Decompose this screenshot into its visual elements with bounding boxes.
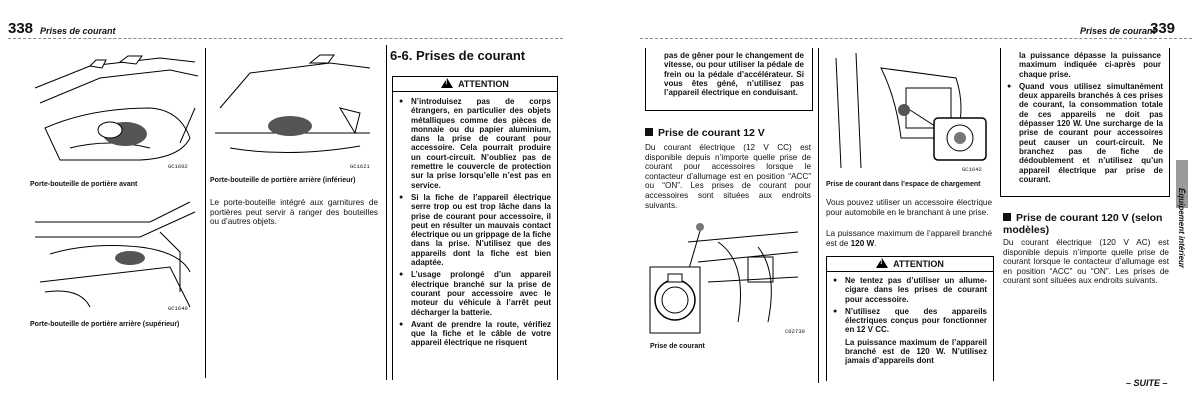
max-power-prefix: La puissance maximum de l’appareil branché est de — [826, 229, 992, 248]
console-socket-illustration — [648, 222, 808, 337]
attention-box-continued — [645, 48, 813, 111]
left-running-header: Prises de courant — [40, 26, 116, 36]
rear-door-lower-illustration — [210, 48, 380, 173]
warning-item: ● N’introduisez pas de corps étrangers, en particulier des objets métalliques comme des pièces de monnaie ou du papier aluminium, dans la prise de courant pour accessoire. Cela pourrait produire un court-circuit. N’oubliez pas de remettre le couvercle de protection sur la prise lorsqu’elle n’est pas en service. — [399, 97, 551, 190]
right-running-header: Prises de courant — [1080, 26, 1156, 36]
max-power-value: 120 W — [850, 238, 875, 248]
warning-item: ● Avant de prendre la route, vérifiez que la fiche et le câble de votre appareil électrique ne risquent — [399, 320, 551, 348]
attention-label: ATTENTION — [893, 259, 944, 269]
front-door-illustration — [30, 48, 200, 173]
column-divider — [818, 48, 819, 383]
column-divider — [386, 45, 387, 380]
figure-code: GC1640 — [168, 305, 188, 312]
section-12v-heading — [645, 127, 765, 139]
warning-triangle-icon: ! — [441, 78, 453, 88]
warning-continuation: La puissance maximum de l’appareil branché est de 120 W. N’utilisez jamais d’appareils dont — [845, 337, 987, 366]
warning-item: ● Ne tentez pas d’utiliser un allume-cigare dans les prises de courant pour accessoire. — [833, 276, 987, 304]
section-12v-title: Prise de courant 12 V — [658, 127, 765, 139]
section-12v-text: Du courant électrique (12 V CC) est disponible depuis n’importe quelle prise de courant pour accessoires lorsque le contacteur d’allumage est en position “ACC” ou “ON”. Les prises de courant pour accessoires sont situées aux endroits suivants. — [645, 143, 811, 210]
body-text: Le porte-bouteille intégré aux garnitures de portières peut servir à ranger des bouteilles ou d’autres objets. — [210, 198, 378, 227]
figure-code: GC1602 — [168, 163, 188, 170]
left-page-number: 338 — [8, 20, 34, 37]
rear-door-upper-illustration — [30, 192, 200, 312]
rear-door-lower-bottle-holder-figure — [210, 48, 380, 173]
figure-caption: Porte-bouteille de portière arrière (supérieur) — [30, 321, 180, 328]
section-square-icon — [645, 128, 653, 136]
right-page-number: 339 — [1150, 20, 1176, 37]
figure-caption: Prise de courant — [650, 343, 705, 350]
section-120v-title: Prise de courant 120 V (selon modèles) — [1003, 212, 1163, 236]
max-power-text — [826, 229, 992, 248]
cargo-text: Vous pouvez utiliser un accessoire électrique pour automobile en le branchant à une prise. — [826, 198, 992, 217]
figure-code: GC1642 — [962, 166, 982, 173]
section-120v-heading — [1003, 212, 1168, 236]
right-header-rule — [640, 38, 1192, 39]
attention-box — [392, 91, 558, 380]
warning-continuation: la puissance dépasse la puissance maximum indiquée ci-après pour chaque prise. — [1019, 51, 1161, 79]
continued-footer: – SUITE – — [1126, 378, 1168, 388]
front-door-bottle-holder-figure — [30, 48, 200, 173]
attention-label: ATTENTION — [458, 79, 509, 89]
attention-banner — [392, 76, 558, 92]
section-square-icon — [1003, 213, 1011, 221]
cargo-socket-figure — [826, 48, 991, 173]
attention-banner — [826, 256, 994, 272]
warning-item: ● L’usage prolongé d’un appareil électrique branché sur la prise de courant pour accessoire avec le moteur du véhicule à l’arrêt peut décharger la batterie. — [399, 270, 551, 316]
warning-item: ● N’utilisez que des appareils électriques conçus pour fonctionner en 12 V CC. — [833, 307, 987, 335]
chapter-tab-label: Équipement intérieur — [1177, 188, 1186, 269]
continued-warning-text: pas de gêner pour le changement de vitesse, ou pour utiliser la pédale de frein ou la pédale d’accélérateur. Si vous êtes géné, n’utilisez pas l’appareil électrique en conduisant. — [664, 51, 804, 98]
cargo-area-illustration — [826, 48, 991, 173]
figure-caption: Porte-bouteille de portière avant — [30, 181, 138, 188]
warning-item: ● Si la fiche de l’appareil électrique serre trop ou est trop lâche dans la prise de courant pour accessoire, il peut en résulter un mauvais contact électrique ou un grippage de la fiche dans la prise. N’utilisez que des appareils dont la fiche est bien adaptée. — [399, 193, 551, 267]
figure-code: C02730 — [785, 328, 805, 335]
attention-box-continued — [1000, 48, 1170, 197]
rear-door-upper-bottle-holder-figure — [30, 192, 200, 312]
power-socket-figure — [648, 222, 808, 337]
column-divider — [205, 48, 206, 378]
max-power-suffix: . — [874, 238, 877, 248]
figure-caption: Prise de courant dans l’espace de chargement — [826, 181, 981, 188]
figure-caption: Porte-bouteille de portière arrière (inférieur) — [210, 177, 356, 184]
attention-box — [826, 271, 994, 381]
warning-item: ● Quand vous utilisez simultanément deux appareils branchés à ces prises de courant, la consommation totale de ces appareils ne doit pas dépasser 120 W. Une surcharge de la prise de courant pour accessoires peut causer un court-circuit. Ne branchez pas de fiche de dédoublement et n’utilisez qu’un appareil électrique par prise de courant. — [1007, 82, 1163, 184]
figure-code: GC1621 — [350, 163, 370, 170]
left-header-rule — [8, 38, 563, 39]
section-120v-text: Du courant électrique (120 V AC) est disponible depuis n’importe quelle prise de courant lorsque le contacteur d’allumage est en position “ACC” ou “ON”. Les prises de courant sont situées aux endroits suivants. — [1003, 238, 1169, 286]
section-title: 6-6. Prises de courant — [390, 48, 526, 63]
warning-triangle-icon: ! — [876, 258, 888, 268]
